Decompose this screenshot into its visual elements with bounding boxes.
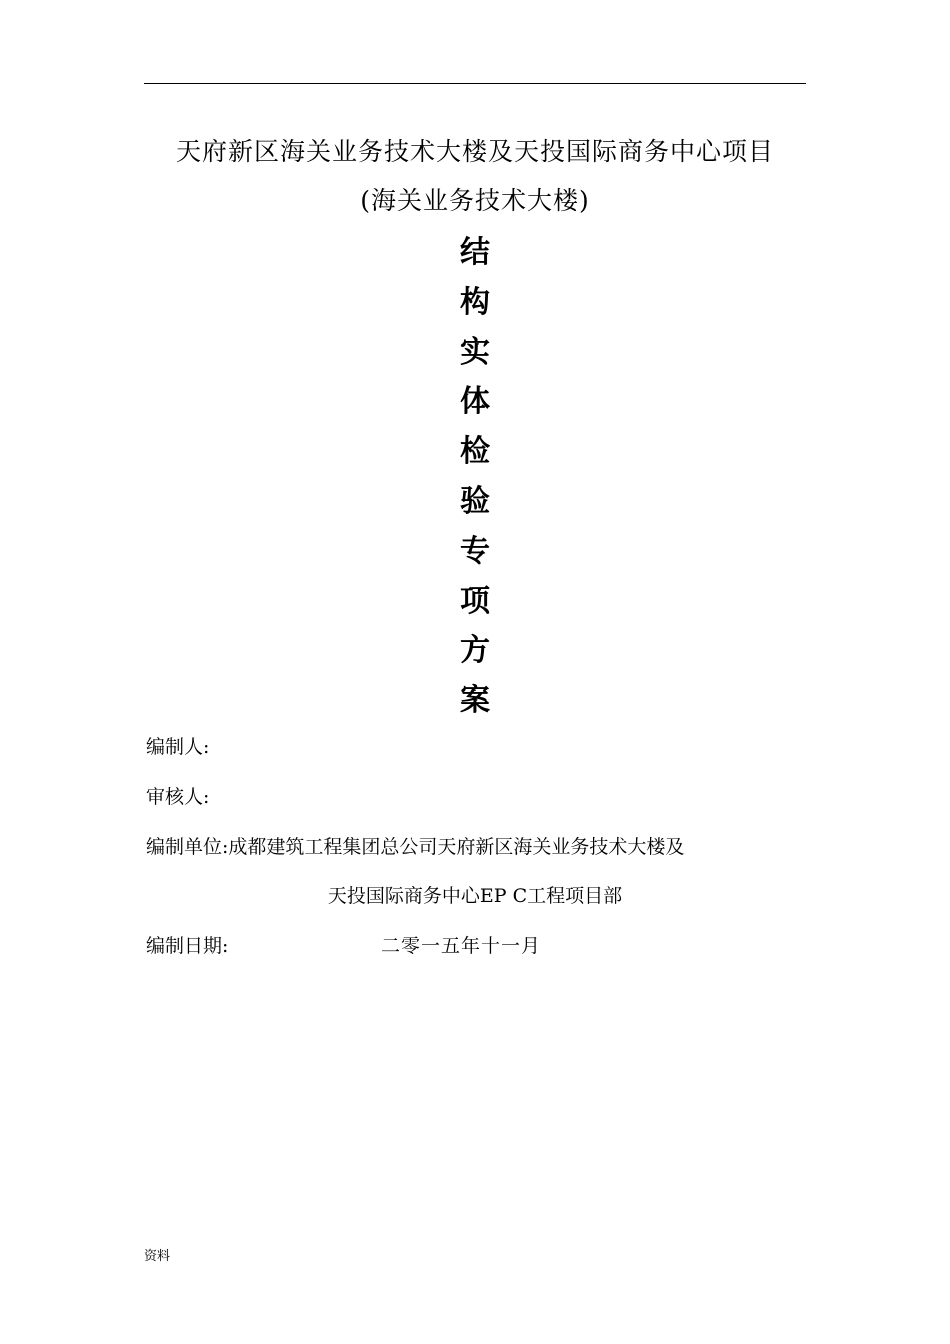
- main-title-char: 实: [460, 334, 490, 370]
- main-title-char: 检: [460, 434, 490, 470]
- main-title-char: 验: [460, 483, 490, 519]
- project-subtitle: (海关业务技术大楼): [360, 186, 590, 215]
- main-title-char: 项: [460, 583, 490, 619]
- compiling-unit: 编制单位:成都建筑工程集团总公司天府新区海关业务技术大楼及: [146, 836, 685, 858]
- main-title-char: 方: [460, 633, 490, 669]
- compiling-unit-continued: 天投国际商务中心EP C工程项目部: [327, 885, 623, 907]
- top-rule-divider: [144, 83, 806, 84]
- reviewer-label: 审核人:: [146, 786, 210, 808]
- main-title-char: 构: [460, 284, 490, 320]
- compiler-label: 编制人:: [146, 736, 210, 758]
- project-title: 天府新区海关业务技术大楼及天投国际商务中心项目: [175, 137, 774, 166]
- main-title-char: 专: [460, 533, 490, 569]
- date-value: 二零一五年十一月: [381, 935, 542, 957]
- main-title-char: 案: [460, 683, 490, 719]
- main-title-vertical: [445, 228, 505, 726]
- date-label: 编制日期:: [146, 935, 229, 957]
- page-footer: 资料: [144, 1249, 171, 1264]
- main-title-char: 结: [460, 235, 490, 270]
- main-title-char: 体: [460, 384, 490, 420]
